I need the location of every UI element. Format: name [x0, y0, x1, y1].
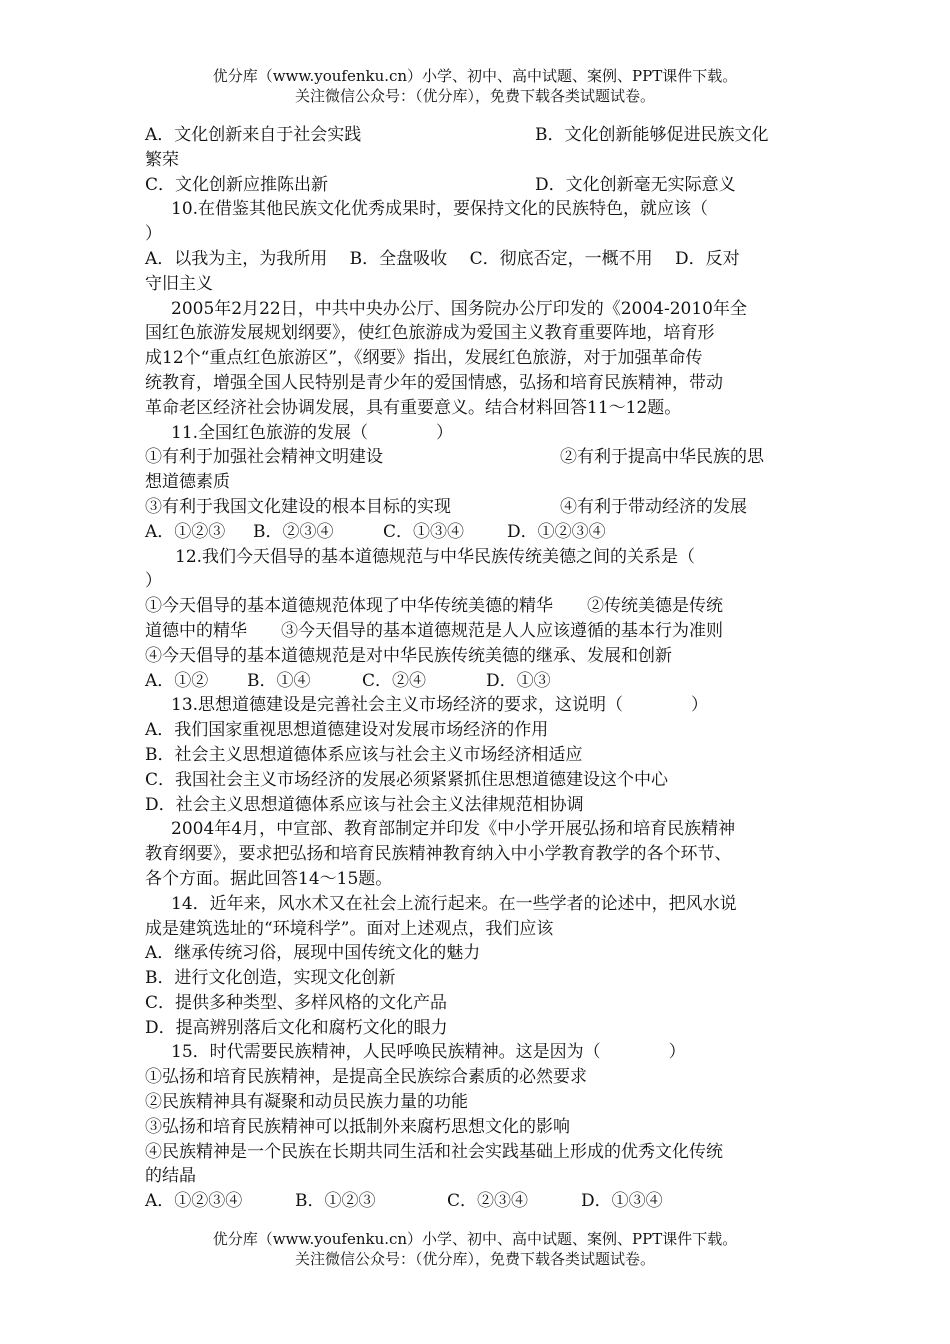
- material-1-line-5: 革命老区经济社会协调发展，具有重要意义。结合材料回答11～12题。: [145, 397, 682, 418]
- q12-line-1: ①今天倡导的基本道德规范体现了中华传统美德的精华 ②传统美德是传统: [145, 596, 723, 617]
- q9-option-d: D．文化创新毫无实际意义: [535, 174, 736, 195]
- q12-option-a: A．①②: [145, 670, 209, 691]
- q13-option-b: B．社会主义思想道德体系应该与社会主义市场经济相适应: [145, 744, 583, 765]
- q13-option-a: A．我们国家重视思想道德建设对发展市场经济的作用: [145, 720, 549, 741]
- q12-option-c: C．②④: [362, 670, 427, 691]
- q15-option-d: D．①③④: [581, 1191, 663, 1212]
- q12-option-d: D．①③: [486, 670, 551, 691]
- q9-option-c: C．文化创新应推陈出新: [145, 174, 329, 195]
- q15-option-c: C．②③④: [447, 1191, 529, 1212]
- q9-option-b-cont: 繁荣: [145, 149, 179, 170]
- q11-option-a: A．①②③: [145, 521, 226, 542]
- q12-option-b: B．①④: [247, 670, 311, 691]
- q15-item-3: ③弘扬和培育民族精神可以抵制外来腐朽思想文化的影响: [145, 1116, 570, 1137]
- q11-item-1: ①有利于加强社会精神文明建设: [145, 447, 383, 468]
- q14-option-c: C．提供多种类型、多样风格的文化产品: [145, 992, 448, 1013]
- q12-stem-end: ）: [145, 571, 162, 592]
- q11-options: [145, 520, 815, 545]
- page-footer: [0, 1229, 950, 1269]
- q14-option-d: D．提高辨别落后文化和腐朽文化的眼力: [145, 1017, 448, 1038]
- q11-option-c: C．①③④: [383, 521, 465, 542]
- material-2-line-3: 各个方面。据此回答14～15题。: [145, 868, 393, 889]
- material-2-line-2: 教育纲要》，要求把弘扬和培育民族精神教育纳入中小学教育教学的各个环节、: [145, 844, 732, 865]
- q15-item-1: ①弘扬和培育民族精神，是提高全民族综合素质的必然要求: [145, 1067, 587, 1088]
- q11-item-4: ④有利于带动经济的发展: [560, 496, 747, 517]
- q11-item-3: ③有利于我国文化建设的根本目标的实现: [145, 496, 451, 517]
- q12-options: [145, 669, 815, 694]
- material-1-line-1: 2005年2月22日，中共中央办公厅、国务院办公厅印发的《2004-2010年全: [171, 298, 747, 319]
- q11-items-row-2: [145, 495, 815, 520]
- q15-option-b: B．①②③: [295, 1191, 376, 1212]
- q9-option-row-2: [145, 173, 815, 198]
- q14-option-a: A．继承传统习俗，展现中国传统文化的魅力: [145, 943, 481, 964]
- q11-option-d: D．①②③④: [507, 521, 606, 542]
- footer-line-1: 优分库（www.youfenku.cn）小学、初中、高中试题、案例、PPT课件下载。: [212, 1230, 738, 1248]
- q9-option-b: B．文化创新能够促进民族文化: [535, 125, 769, 145]
- footer-line-2: 关注微信公众号：（优分库），免费下载各类试题试卷。: [294, 1250, 655, 1268]
- q15-item-4-cont: 的结晶: [145, 1166, 196, 1187]
- q12-stem: 12.我们今天倡导的基本道德规范与中华民族传统美德之间的关系是（: [175, 546, 696, 567]
- q9-option-a: A．文化创新来自于社会实践: [145, 125, 362, 145]
- q15-option-a: A．①②③④: [145, 1191, 243, 1212]
- q14-stem: 14．近年来，风水术又在社会上流行起来。在一些学者的论述中，把风水说: [171, 893, 737, 914]
- q11-items-row-1: [145, 445, 815, 470]
- q15-stem: 15．时代需要民族精神，人民呼唤民族精神。这是因为（ ）: [171, 1042, 686, 1063]
- q14-option-b: B．进行文化创造，实现文化创新: [145, 968, 396, 989]
- q9-option-row-1: [145, 123, 815, 148]
- q15-options: [145, 1189, 815, 1214]
- q10-stem: 10.在借鉴其他民族文化优秀成果时，要保持文化的民族特色，就应该（: [171, 199, 709, 220]
- material-2-line-1: 2004年4月，中宣部、教育部制定并印发《中小学开展弘扬和培育民族精神: [171, 819, 736, 840]
- q11-stem: 11.全国红色旅游的发展（ ）: [171, 422, 454, 443]
- material-1-line-3: 成12个“重点红色旅游区”，《纲要》指出，发展红色旅游，对于加强革命传: [145, 348, 703, 369]
- q12-line-3: ④今天倡导的基本道德规范是对中华民族传统美德的继承、发展和创新: [145, 645, 672, 666]
- q15-item-2: ②民族精神具有凝聚和动员民族力量的功能: [145, 1092, 468, 1113]
- q13-stem: 13.思想道德建设是完善社会主义市场经济的要求，这说明（ ）: [171, 695, 709, 716]
- q10-options: A．以我为主，为我所用 B．全盘吸收 C．彻底否定，一概不用 D．反对: [145, 248, 740, 269]
- q10-stem-end: ）: [145, 224, 162, 245]
- q11-item-2-cont: 想道德素质: [145, 472, 230, 493]
- q15-item-4: ④民族精神是一个民族在长期共同生活和社会实践基础上形成的优秀文化传统: [145, 1141, 723, 1162]
- q14-stem-cont: 成是建筑选址的“环境科学”。面对上述观点，我们应该: [145, 918, 554, 939]
- q13-option-c: C．我国社会主义市场经济的发展必须紧紧抓住思想道德建设这个中心: [145, 769, 669, 790]
- q11-item-2: ②有利于提高中华民族的思: [560, 447, 764, 468]
- q11-option-b: B．②③④: [253, 521, 334, 542]
- page-header: [0, 66, 950, 106]
- header-line-2: 关注微信公众号：（优分库），免费下载各类试题试卷。: [294, 87, 655, 105]
- q12-line-2: 道德中的精华 ③今天倡导的基本道德规范是人人应该遵循的基本行为准则: [145, 620, 723, 641]
- material-1-line-2: 国红色旅游发展规划纲要》，使红色旅游成为爱国主义教育重要阵地，培育形: [145, 323, 715, 344]
- q13-option-d: D．社会主义思想道德体系应该与社会主义法律规范相协调: [145, 794, 584, 815]
- document-body: [145, 123, 815, 1214]
- material-1-line-4: 统教育，增强全国人民特别是青少年的爱国情感，弘扬和培育民族精神，带动: [145, 372, 723, 393]
- header-line-1: 优分库（www.youfenku.cn）小学、初中、高中试题、案例、PPT课件下载。: [212, 67, 738, 85]
- q10-options-cont: 守旧主义: [145, 273, 213, 294]
